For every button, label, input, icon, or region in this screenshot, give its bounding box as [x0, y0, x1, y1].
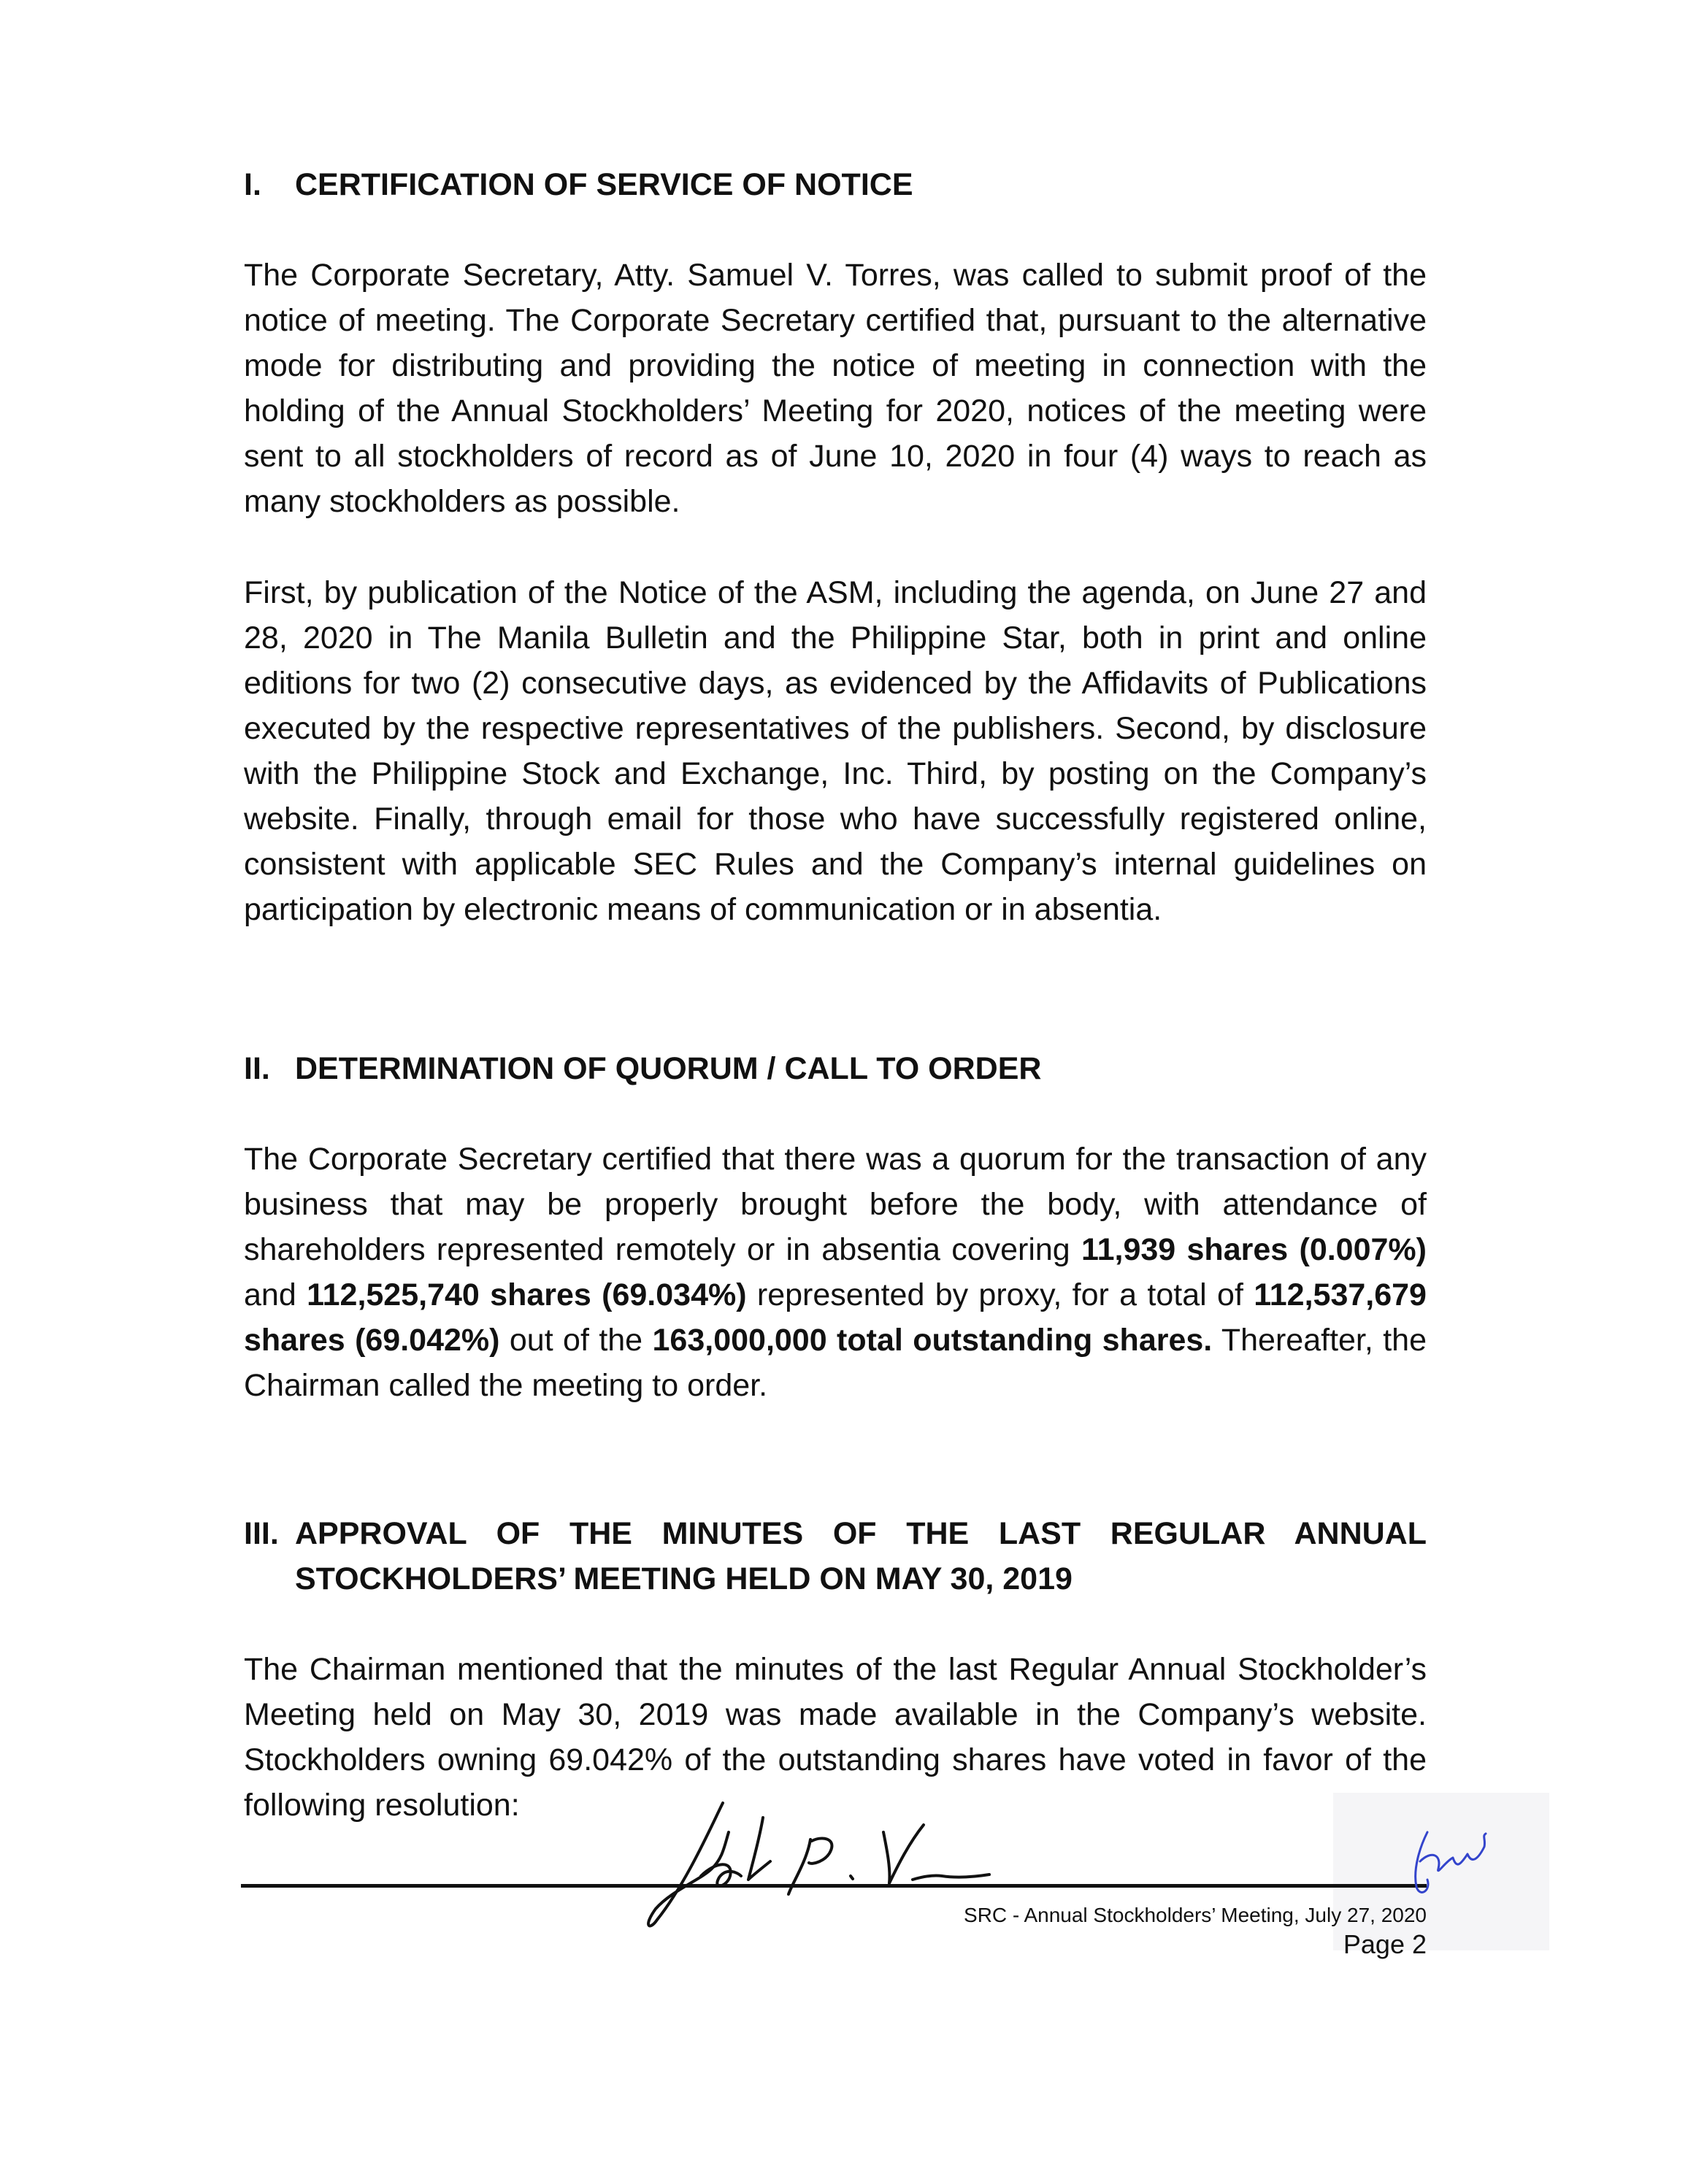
text-run: Thereafter, the Chairman called the meeting to order. — [244, 1323, 1427, 1403]
bold-run: 11,939 shares (0.007%) — [1081, 1232, 1427, 1267]
page-number: Page 2 — [1343, 1929, 1427, 1959]
bold-run: 163,000,000 total outstanding shares. — [652, 1323, 1213, 1358]
paragraph: The Chairman mentioned that the minutes of the last Regular Annual Stockholder’s Meeting held on May 30, 2019 was made available in the Company’s website. Stockholders owning 69.042% of the outstanding shares have voted in favor of the following resolution: — [244, 1652, 1427, 1823]
section-heading-1 — [244, 162, 1427, 207]
section-number: I. — [244, 167, 261, 202]
quorum-paragraph — [244, 1137, 1427, 1408]
bold-run: 112,525,740 shares (69.034%) — [307, 1277, 747, 1312]
section-heading-2 — [244, 1046, 1427, 1091]
signature-line — [241, 1884, 1427, 1888]
section-number: II. — [244, 1051, 270, 1086]
bold-run: 112,537,679 shares (69.042%) — [244, 1277, 1427, 1358]
section-title-line2: STOCKHOLDERS’ MEETING HELD ON MAY 30, 2019 — [295, 1561, 1073, 1596]
section-title-line1 — [244, 1511, 1427, 1556]
section-heading-3 — [244, 1511, 1427, 1602]
paragraph: First, by publication of the Notice of the ASM, including the agenda, on June 27 and 28, 2020 in The Manila Bulletin and the Philippine Star, both in print and online editions for two (2) consecutive days, as evidenced by the Affidavits of Publications executed by the respective representatives of the publishers. Second, by disclosure with the Philippine Stock and Exchange, Inc. Third, by posting on the Company’s website. Finally, through email for those who have successfully registered online, consistent with applicable SEC Rules and the Company’s internal guidelines on participation by electronic means of communication or in absentia. — [244, 575, 1427, 927]
section-number: III. — [244, 1516, 279, 1551]
text-run: represented by proxy, for a total of — [746, 1277, 1254, 1312]
text-run: and — [244, 1277, 307, 1312]
section-title: CERTIFICATION OF SERVICE OF NOTICE — [295, 167, 913, 202]
footer-meeting-line: SRC - Annual Stockholders’ Meeting, July 27, 2020 — [964, 1904, 1427, 1926]
section-title: DETERMINATION OF QUORUM / CALL TO ORDER — [295, 1051, 1042, 1086]
text-run: The Corporate Secretary certified that there was a quorum for the transaction of any business that may be properly brought before the body, with attendance of shareholders represented remotely or in absentia covering — [244, 1142, 1427, 1267]
paragraph: The Corporate Secretary, Atty. Samuel V. Torres, was called to submit proof of the notice of meeting. The Corporate Secretary certified that, pursuant to the alternative mode for distributing and providing the notice of meeting in connection with the holding of the Annual Stockholders’ Meeting for 2020, notices of the meeting were sent to all stockholders of record as of June 10, 2020 in four (4) ways to reach as many stockholders as possible. — [244, 258, 1427, 519]
section-title-text: APPROVAL OF THE MINUTES OF THE LAST REGULAR ANNUAL — [295, 1516, 1427, 1551]
initials-image — [1398, 1818, 1508, 1905]
text-run: out of the — [499, 1323, 653, 1358]
